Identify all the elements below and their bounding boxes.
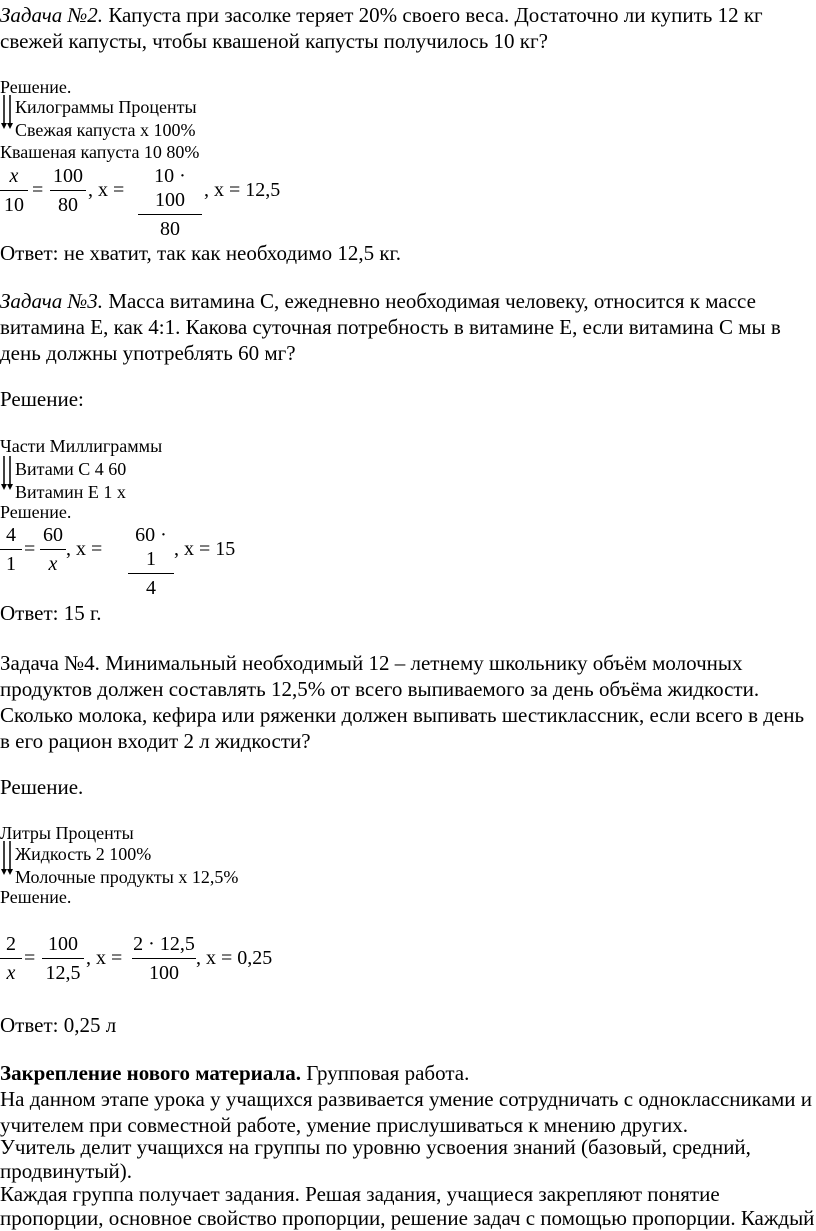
task4-solution-label2: Решение. bbox=[0, 887, 72, 907]
consolidation-paragraph-line4: продвинутый). bbox=[0, 1159, 132, 1183]
task3-fraction-1: 4 1 bbox=[0, 523, 22, 576]
consolidation-paragraph-line3: Учитель делит учащихся на группы по уровню усвоения знаний (базовый, средний, bbox=[0, 1135, 751, 1159]
task4-x-equals: , x = bbox=[86, 947, 123, 969]
task2-arrows-icon bbox=[0, 94, 14, 130]
task2-row-fresh: Свежая капуста х 100% bbox=[15, 120, 196, 140]
task4-fraction-2: 100 12,5 bbox=[42, 932, 84, 985]
task3-statement-line1: Задача №3. Масса витамина С, ежедневно необходимая человеку, относится к массе bbox=[0, 289, 756, 313]
task3-statement-line2: витамина Е, как 4:1. Какова суточная потребность в витамине Е, если витамина С мы в bbox=[0, 315, 781, 339]
task4-equals: = bbox=[24, 947, 36, 969]
task2-statement-line1: Задача №2. Капуста при засолке теряет 20% своего веса. Достаточно ли купить 12 кг bbox=[0, 3, 763, 27]
consolidation-heading: Закрепление нового материала. Групповая работа. bbox=[0, 1061, 470, 1085]
task4-row-dairy: Молочные продукты х 12,5% bbox=[15, 867, 239, 887]
task4-statement-line4: в его рацион входит 2 л жидкости? bbox=[0, 729, 311, 753]
task3-x-equals: , x = bbox=[66, 538, 103, 560]
task2-row-pickled: Квашеная капуста 10 80% bbox=[0, 142, 200, 162]
task2-fraction-3: 10 · 100 80 bbox=[138, 164, 202, 241]
task3-solution-label2: Решение. bbox=[0, 502, 72, 522]
consolidation-paragraph-line6: пропорции, основное свойство пропорции, решение задач с помощью пропорции. Каждый bbox=[0, 1206, 815, 1230]
task2-solution-label: Решение. bbox=[0, 77, 72, 97]
task3-title: Задача №3. bbox=[0, 289, 104, 313]
task3-arrows-icon bbox=[0, 455, 14, 491]
task2-title: Задача №2. bbox=[0, 3, 104, 27]
consolidation-paragraph-line1: На данном этапе урока у учащихся развивается умение сотрудничать с одноклассниками и bbox=[0, 1087, 812, 1111]
task4-answer: Ответ: 0,25 л bbox=[0, 1013, 117, 1037]
task3-table-header: Части Миллиграммы bbox=[0, 436, 163, 456]
task4-arrows-icon bbox=[0, 840, 14, 876]
task3-fraction-3: 60 · 1 4 bbox=[128, 523, 174, 600]
consolidation-paragraph-line2: учителем при совместной работе, умение прислушиваться к мнению других. bbox=[0, 1113, 689, 1137]
task4-fraction-3: 2 · 12,5 100 bbox=[133, 933, 195, 984]
task2-statement-line2: свежей капусты, чтобы квашеной капусты получилось 10 кг? bbox=[0, 29, 548, 53]
task3-row-vitamin-e: Витамин Е 1 х bbox=[15, 482, 126, 502]
task4-solution-label: Решение. bbox=[0, 775, 84, 799]
task4-statement-line2: продуктов должен составлять 12,5% от всего выпиваемого за день объёма жидкости. bbox=[0, 677, 760, 701]
consolidation-paragraph-line5: Каждая группа получает задания. Решая задания, учащиеся закрепляют понятие bbox=[0, 1182, 720, 1206]
task3-result: , x = 15 bbox=[174, 538, 236, 560]
task3-statement-line3: день должны употреблять 60 мг? bbox=[0, 341, 296, 365]
task4-statement-line3: Сколько молока, кефира или ряженки должен выпивать шестиклассник, если всего в день bbox=[0, 703, 805, 727]
task4-row-liquid: Жидкость 2 100% bbox=[15, 844, 152, 864]
task3-answer: Ответ: 15 г. bbox=[0, 601, 102, 625]
task4-fraction-1: 2 x bbox=[0, 932, 22, 985]
task2-fraction-2: 100 80 bbox=[50, 164, 86, 217]
task3-row-vitamin-c: Витами С 4 60 bbox=[15, 459, 127, 479]
task2-equals: = bbox=[32, 179, 44, 201]
task3-equals: = bbox=[24, 538, 36, 560]
task2-answer: Ответ: не хватит, так как необходимо 12,5 кг. bbox=[0, 241, 402, 265]
task3-fraction-2: 60 x bbox=[40, 523, 66, 576]
task2-result: , x = 12,5 bbox=[204, 179, 281, 201]
task2-fraction-1: x 10 bbox=[0, 164, 28, 217]
task4-result: , x = 0,25 bbox=[196, 947, 273, 969]
task3-solution-label: Решение: bbox=[0, 387, 84, 411]
task2-table-header: Килограммы Проценты bbox=[15, 97, 197, 117]
task2-x-equals: , x = bbox=[88, 179, 125, 201]
task4-table-header: Литры Проценты bbox=[0, 823, 134, 843]
task4-title: Задача №4. bbox=[0, 651, 100, 675]
task4-statement-line1: Задача №4. Минимальный необходимый 12 – летнему школьнику объём молочных bbox=[0, 651, 743, 675]
